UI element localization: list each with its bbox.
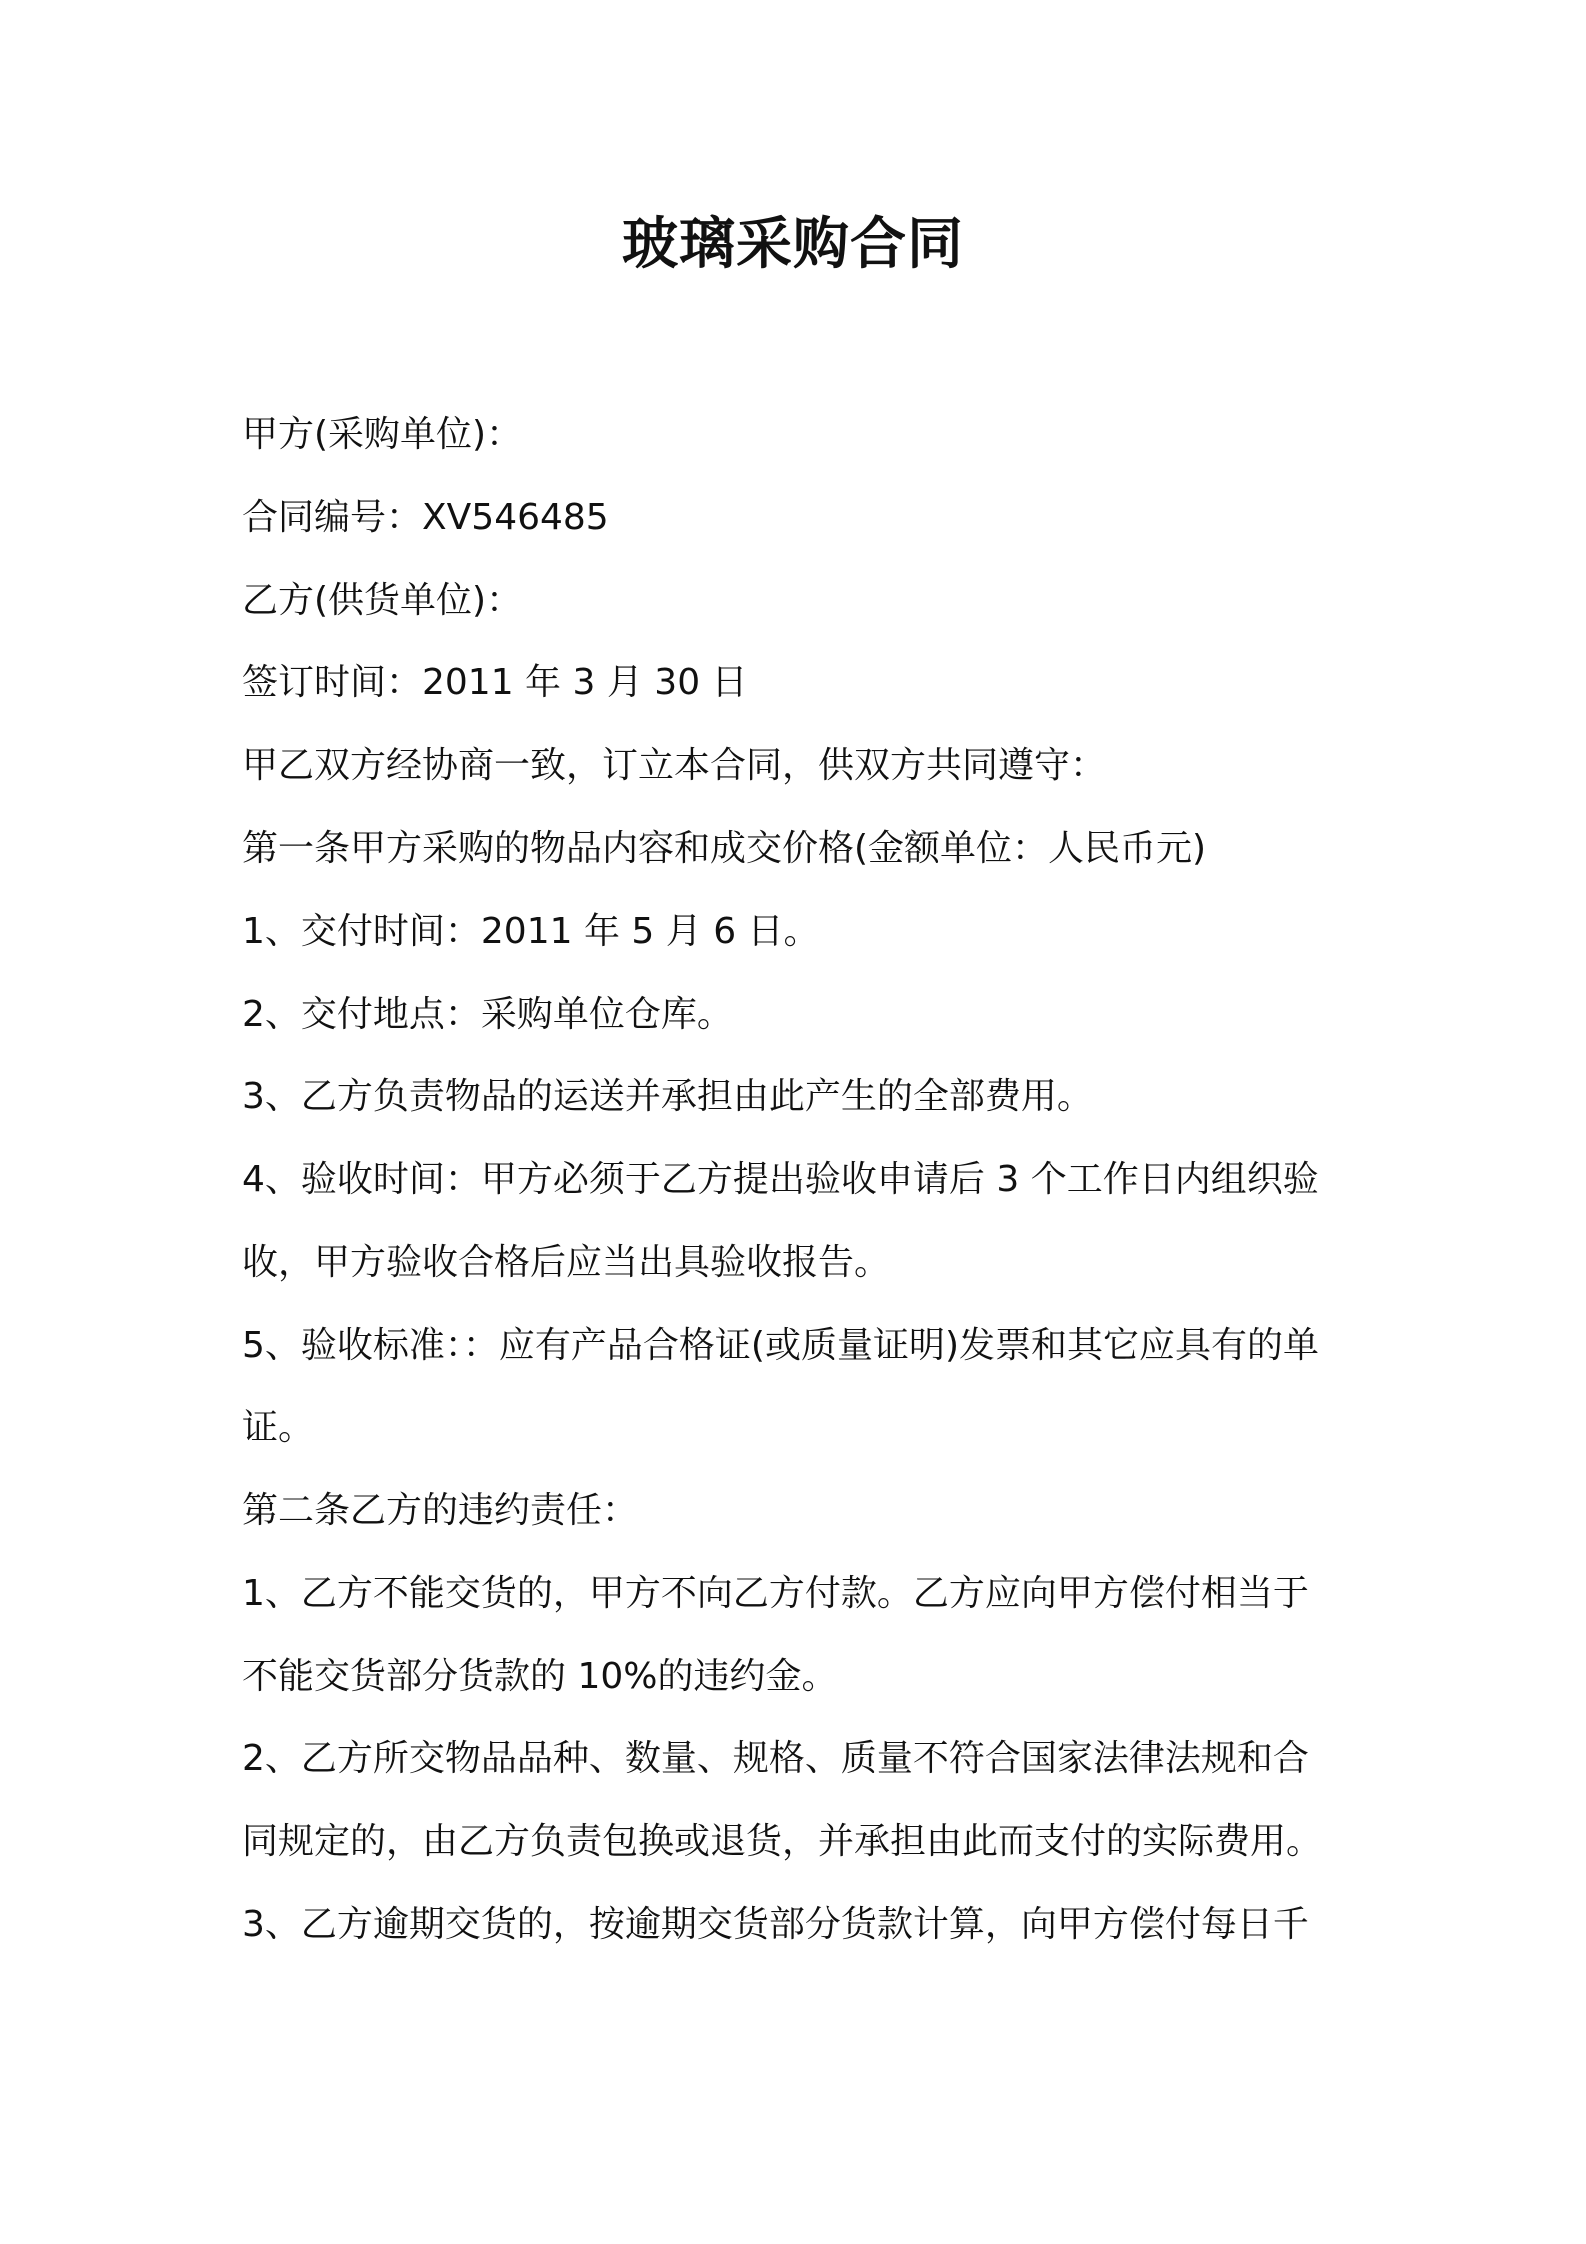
article-1-item-4-cont: 收，甲方验收合格后应当出具验收报告。 (242, 1242, 891, 1283)
article-2-item-2: 2、乙方所交物品品种、数量、规格、质量不符合国家法律法规和合 (242, 1738, 1309, 1779)
agreement-intro: 甲乙双方经协商一致，订立本合同，供双方共同遵守： (242, 745, 1107, 786)
article-2-heading: 第二条乙方的违约责任： (242, 1490, 639, 1531)
article-1-item-2: 2、交付地点：采购单位仓库。 (242, 994, 733, 1035)
article-2-item-1-cont: 不能交货部分货款的 10%的违约金。 (242, 1656, 838, 1697)
article-1-item-5-cont: 证。 (242, 1407, 315, 1448)
article-2-item-3: 3、乙方逾期交货的，按逾期交货部分货款计算，向甲方偿付每日千 (242, 1904, 1309, 1945)
article-1-heading: 第一条甲方采购的物品内容和成交价格(金额单位：人民币元) (242, 828, 1207, 869)
article-1-item-3: 3、乙方负责物品的运送并承担由此产生的全部费用。 (242, 1076, 1093, 1117)
signing-date-line: 签订时间：2011 年 3 月 30 日 (242, 662, 748, 703)
article-2-item-1: 1、乙方不能交货的，甲方不向乙方付款。乙方应向甲方偿付相当于 (242, 1573, 1309, 1614)
article-1-item-4: 4、验收时间：甲方必须于乙方提出验收申请后 3 个工作日内组织验 (242, 1159, 1319, 1200)
article-1-item-1: 1、交付时间：2011 年 5 月 6 日。 (242, 911, 820, 952)
party-b-line: 乙方(供货单位)： (242, 580, 523, 621)
contract-number-line: 合同编号：XV546485 (242, 497, 609, 538)
article-1-item-5: 5、验收标准：：应有产品合格证(或质量证明)发票和其它应具有的单 (242, 1325, 1319, 1366)
article-2-item-2-cont: 同规定的，由乙方负责包换或退货，并承担由此而支付的实际费用。 (242, 1821, 1323, 1862)
document-title: 玻璃采购合同 (622, 212, 964, 277)
party-a-line: 甲方(采购单位)： (242, 414, 523, 455)
